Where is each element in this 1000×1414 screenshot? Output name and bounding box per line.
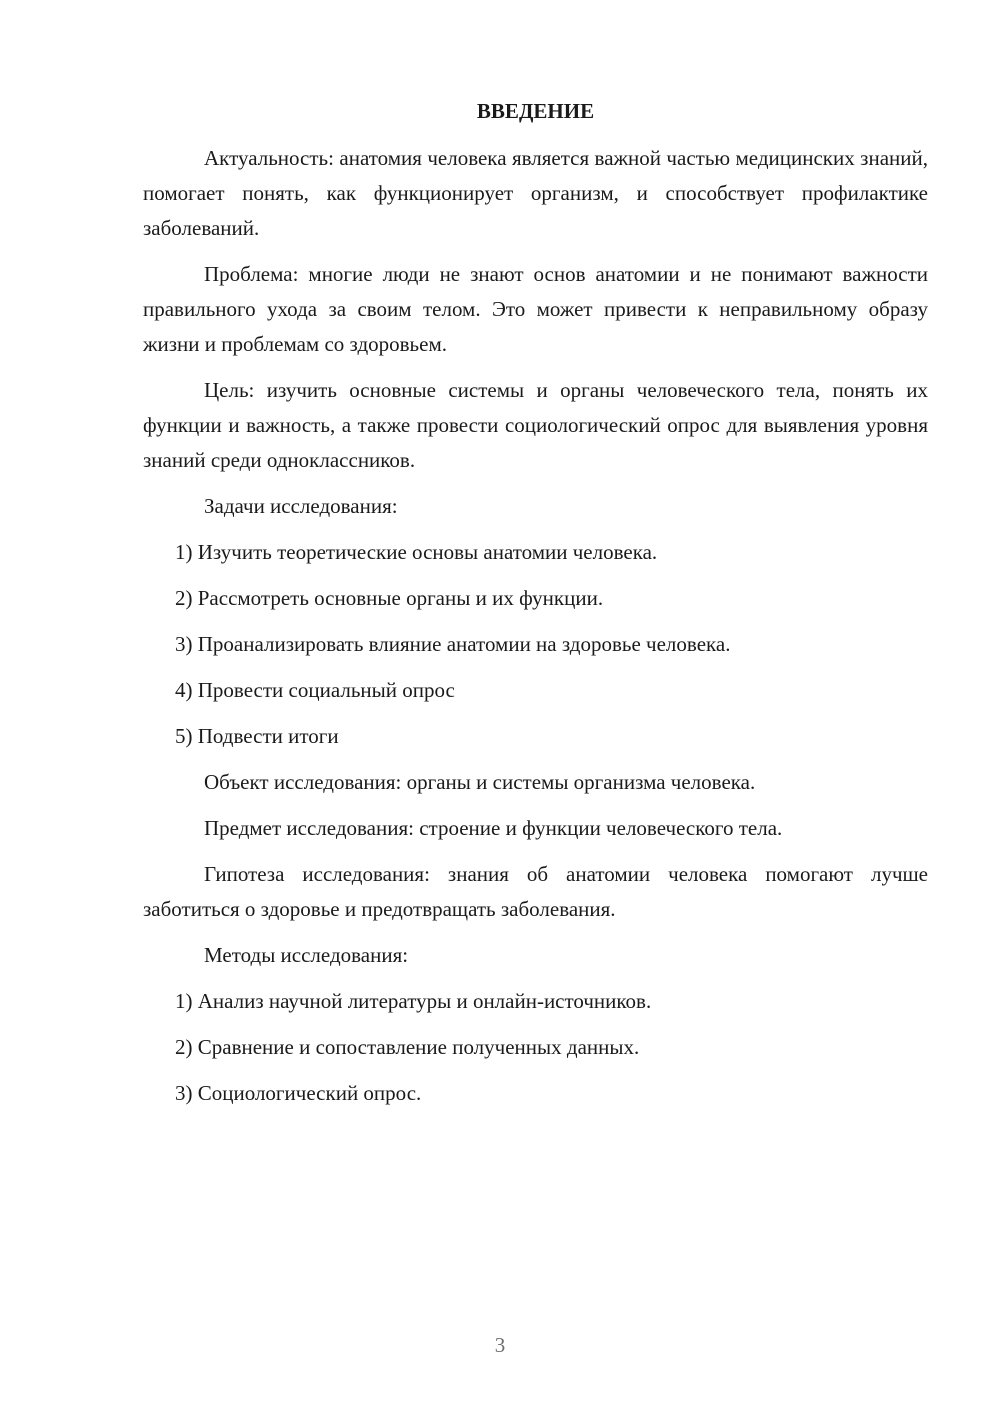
paragraph-problem: Проблема: многие люди не знают основ анатомии и не понимают важности правильного ухода за своим телом. Это может привести к неправильному образу жизни и проблемам со здоровьем. [143,262,928,356]
methods-list [143,984,928,1111]
paragraph-subject: Предмет исследования: строение и функции человеческого тела. [204,816,783,840]
list-item: 2) Сравнение и сопоставление полученных данных. [175,1035,640,1059]
list-item: 3) Проанализировать влияние анатомии на здоровье человека. [175,632,731,656]
list-item: 1) Анализ научной литературы и онлайн-источников. [175,989,652,1013]
list-item: 4) Провести социальный опрос [175,678,455,702]
tasks-intro: Задачи исследования: [204,494,398,518]
list-item: 1) Изучить теоретические основы анатомии человека. [175,540,658,564]
methods-intro: Методы исследования: [204,943,409,967]
list-item: 2) Рассмотреть основные органы и их функции. [175,586,604,610]
paragraph-object: Объект исследования: органы и системы организма человека. [204,770,756,794]
page-number: 3 [494,1333,506,1357]
paragraph-hypothesis: Гипотеза исследования: знания об анатомии человека помогают лучше заботиться о здоровье и предотвращать заболевания. [143,862,928,921]
paragraph-goal: Цель: изучить основные системы и органы человеческого тела, понять их функции и важность, а также провести социологический опрос для выявления уровня знаний среди одноклассников. [143,378,928,472]
page-body [143,94,928,1111]
list-item: 3) Социологический опрос. [175,1081,422,1105]
section-heading: ВВЕДЕНИЕ [476,99,595,123]
paragraph-relevance: Актуальность: анатомия человека является важной частью медицинских знаний, помогает понять, как функционирует организм, и способствует профилактике заболеваний. [143,146,928,240]
tasks-list [143,535,928,754]
list-item: 5) Подвести итоги [175,724,339,748]
